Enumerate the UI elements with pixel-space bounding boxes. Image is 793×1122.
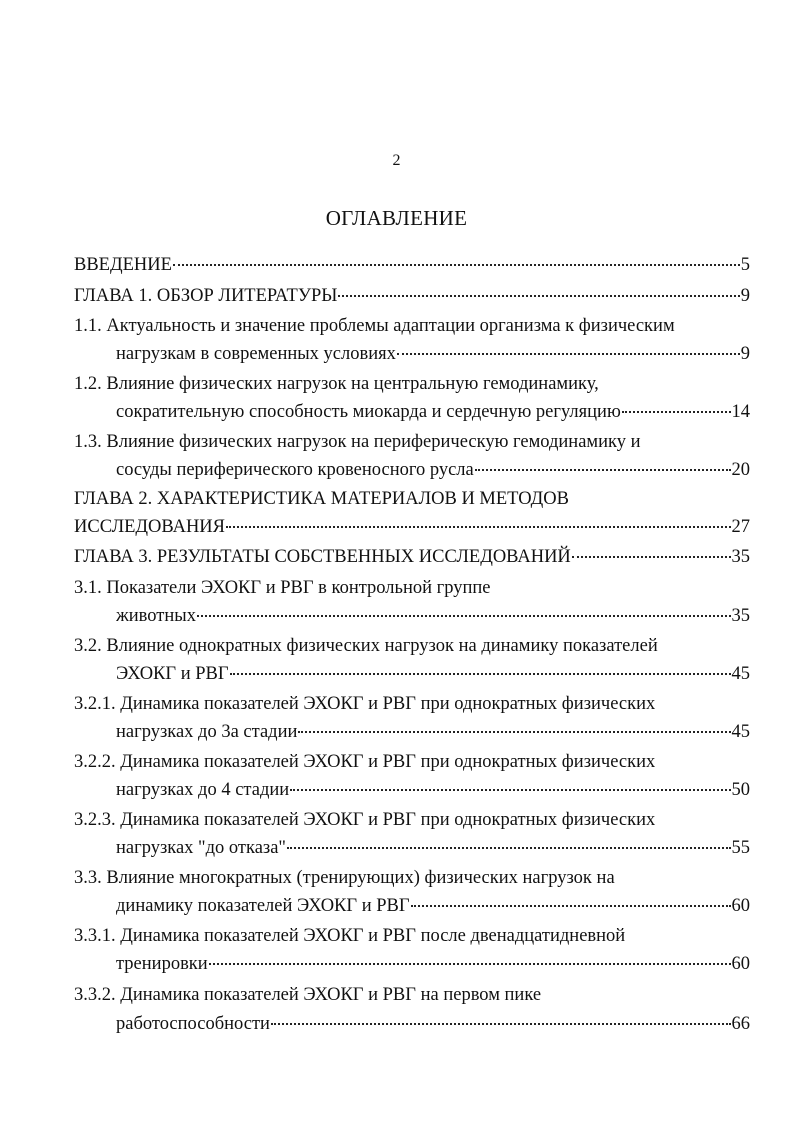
toc-entry-3-3-2[interactable]: работоспособности 66 [116, 1014, 750, 1034]
toc-entry-3-1-line1: 3.1. Показатели ЭХОКГ и РВГ в контрольной группе [74, 578, 491, 598]
toc-title: ОГЛАВЛЕНИЕ [325, 206, 468, 230]
toc-entry-1-3-line1: 1.3. Влияние физических нагрузок на периферическую гемодинамику и [74, 432, 641, 452]
toc-entry-3-2[interactable]: ЭХОКГ и РВГ 45 [116, 664, 750, 684]
toc-entry-3-2-2[interactable]: нагрузках до 4 стадии 50 [116, 780, 750, 800]
toc-entry-3-2-3-line1: 3.2.3. Динамика показателей ЭХОКГ и РВГ при однократных физических [74, 810, 656, 830]
toc-entry-3-2-3[interactable]: нагрузках "до отказа" 55 [116, 838, 750, 858]
toc-entry-chapter-3[interactable]: ГЛАВА 3. РЕЗУЛЬТАТЫ СОБСТВЕННЫХ ИССЛЕДОВАНИЙ 35 [74, 547, 750, 567]
toc-entry-chapter-2-line1: ГЛАВА 2. ХАРАКТЕРИСТИКА МАТЕРИАЛОВ И МЕТОДОВ [74, 489, 570, 509]
toc-entry-3-3-line1: 3.3. Влияние многократных (тренирующих) физических нагрузок на [74, 868, 615, 888]
toc-entry-3-3-1-line1: 3.3.1. Динамика показателей ЭХОКГ и РВГ после двенадцатидневной [74, 926, 626, 946]
toc-entry-3-3-2-line1: 3.3.2. Динамика показателей ЭХОКГ и РВГ на первом пике [74, 985, 542, 1005]
toc-entry-3-2-1[interactable]: нагрузках до 3а стадии 45 [116, 722, 750, 742]
toc-entry-1-2[interactable]: сократительную способность миокарда и сердечную регуляцию 14 [116, 402, 750, 422]
toc-entry-3-2-1-line1: 3.2.1. Динамика показателей ЭХОКГ и РВГ при однократных физических [74, 694, 656, 714]
toc-entry-1-1-line1: 1.1. Актуальность и значение проблемы адаптации организма к физическим [74, 316, 675, 336]
toc-entry-1-1[interactable]: нагрузкам в современных условиях 9 [116, 344, 750, 364]
toc-entry-3-2-line1: 3.2. Влияние однократных физических нагрузок на динамику показателей [74, 636, 658, 656]
toc-entry-3-3-1[interactable]: тренировки 60 [116, 954, 750, 974]
page-number: 2 [392, 152, 401, 169]
toc-entry-3-2-2-line1: 3.2.2. Динамика показателей ЭХОКГ и РВГ при однократных физических [74, 752, 656, 772]
toc-entry-chapter-2[interactable]: ИССЛЕДОВАНИЯ 27 [74, 517, 750, 537]
toc-entry-introduction[interactable]: ВВЕДЕНИЕ 5 [74, 255, 750, 275]
toc-entry-3-1[interactable]: животных 35 [116, 606, 750, 626]
toc-entry-3-3[interactable]: динамику показателей ЭХОКГ и РВГ 60 [116, 896, 750, 916]
toc-entry-1-2-line1: 1.2. Влияние физических нагрузок на центральную гемодинамику, [74, 374, 599, 394]
toc-entry-1-3[interactable]: сосуды периферического кровеносного русла 20 [116, 460, 750, 480]
toc-entry-chapter-1[interactable]: ГЛАВА 1. ОБЗОР ЛИТЕРАТУРЫ 9 [74, 286, 750, 306]
